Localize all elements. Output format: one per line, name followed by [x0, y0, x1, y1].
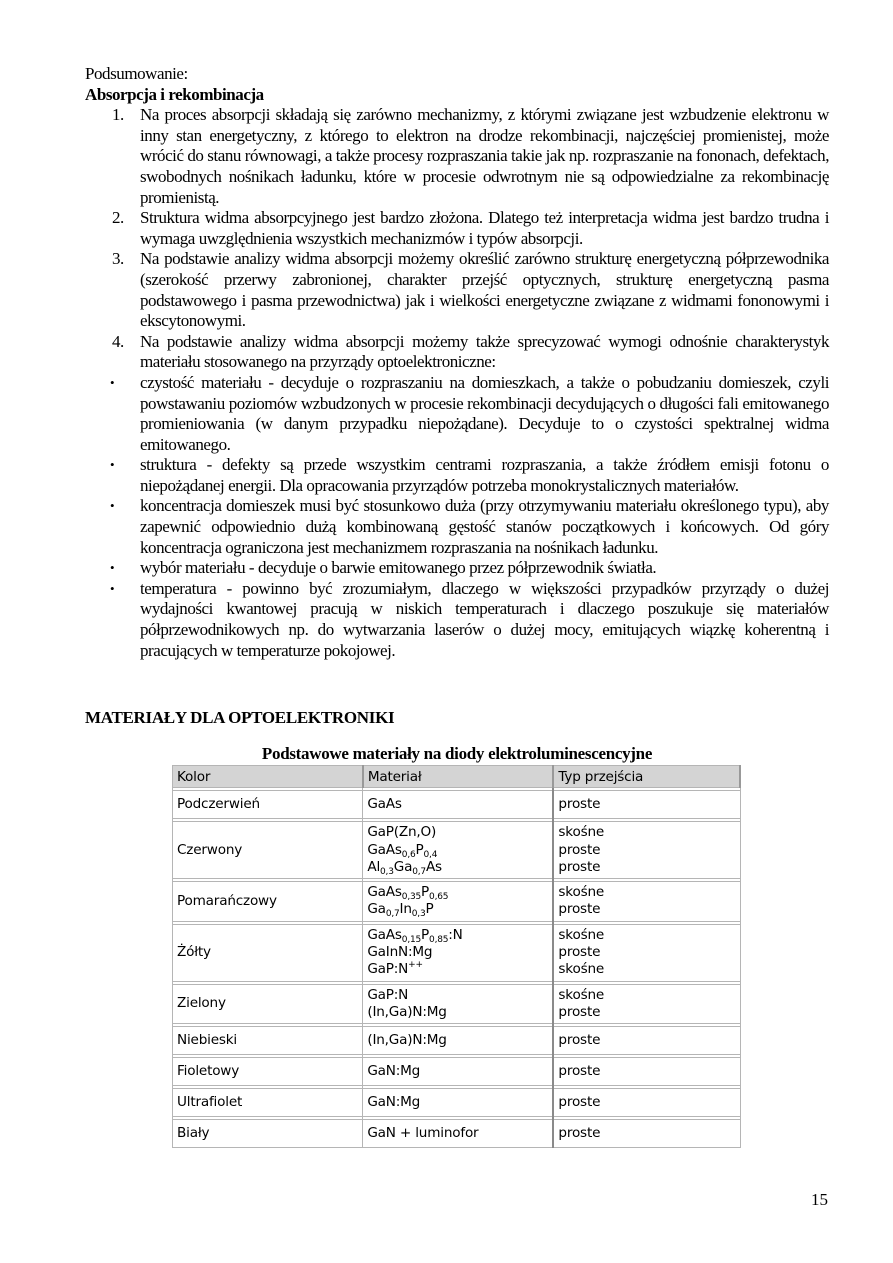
bullet-text: struktura - defekty są przede wszystkim centrami rozpraszania, a także źródłem emisji fotonu o niepożądanej energii. Dla opracowania przyrządów potrzeba monokrystalicznych materiałów. [140, 455, 829, 495]
transition-value: proste [558, 1003, 601, 1020]
transition-value: skośne [558, 824, 605, 841]
transition-value: proste [558, 944, 601, 961]
cell-transition-type [553, 1120, 740, 1148]
bullet-point [110, 558, 829, 579]
page-number: 15 [811, 1190, 828, 1209]
point-text: Struktura widma absorpcyjnego jest bardzo złożona. Dlatego też interpretacja widma jest bardzo trudna i wymaga uwzględnienia wszystkich mechanizmów i typów absorpcji. [140, 208, 829, 248]
material-formula: GaN:Mg [367, 1094, 421, 1111]
numbered-point [112, 208, 829, 249]
point-number: 3. [112, 249, 124, 269]
cell-color: Podczerwień [173, 791, 363, 819]
bullet-text: czystość materiału - decyduje o rozpraszaniu na domieszkach, a także o pobudzaniu domieszek, czyli powstawaniu poziomów wzbudzonych w procesie rekombinacji decydujących o długości fali emitowanego promieniowania (w danym przypadku niepożądane). Decyduje to o czystości spektralnej widma emitowanego. [140, 372, 829, 454]
transition-value: proste [558, 901, 601, 918]
cell-transition-type [553, 1027, 740, 1055]
transition-value: proste [558, 796, 601, 813]
cell-color: Niebieski [173, 1027, 363, 1055]
table-row [173, 791, 741, 819]
cell-transition-type [553, 984, 740, 1024]
material-formula: GaP:N++ [367, 960, 423, 978]
material-formula: $Ga_{0,7}In_{0,3}P$ [367, 901, 434, 920]
transition-value: proste [558, 1032, 601, 1049]
cell-material [363, 1089, 554, 1117]
cell-transition-type [553, 1058, 740, 1086]
transition-value: proste [558, 1094, 601, 1111]
table-row [173, 1120, 741, 1148]
cell-color: Czerwony [173, 822, 363, 879]
bullet-point [110, 372, 829, 455]
header-transition-type: Typ przejścia [553, 766, 740, 788]
cell-material [363, 822, 554, 879]
transition-value: proste [558, 858, 601, 875]
point-text: Na proces absorpcji składają się zarówno mechanizmy, z którymi związane jest wzbudzenie elektronu w inny stan energetyczny, z którego to elektron na drodze rekombinacji, najczęściej promienistej, może wrócić do stanu równowagi, a także procesy rozpraszania takie jak np. rozpraszanie na fononach, defektach, swobodnych nośnikach ładunku, które w procesie odwrotnym nie są odpowiedzialne za rekombinację promienistą. [140, 105, 829, 207]
bullet-text: koncentracja domieszek musi być stosunkowo duża (przy otrzymywaniu materiału określonego typu), aby zapewnić odpowiednio dużą kombinowaną gęstość stanów początkowych i końcowych. Od góry koncentracja ograniczona jest mechanizmem rozpraszania na nośnikach ładunku. [140, 496, 829, 557]
table-row [173, 882, 741, 922]
bullet-icon: • [110, 580, 115, 596]
point-text: Na podstawie analizy widma absorpcji możemy także sprecyzować wymogi odnośnie charakterystyk materiału stosowanego na przyrządy optoelektroniczne: [140, 331, 829, 372]
bullet-icon: • [110, 457, 115, 473]
table-body [173, 788, 741, 1148]
material-formula: GaP:N [367, 986, 409, 1003]
bullet-point [110, 578, 829, 661]
table-row [173, 924, 741, 981]
bullet-point [110, 496, 829, 558]
table-row [173, 822, 741, 879]
table-row [173, 984, 741, 1024]
cell-color: Fioletowy [173, 1058, 363, 1086]
document-body [85, 64, 829, 661]
material-formula: GaP(Zn,O) [367, 824, 437, 841]
table-title: Podstawowe materiały na diody elektroluminescencyjne [261, 744, 653, 763]
transition-value: skośne [558, 926, 605, 943]
section-title: Absorpcja i rekombinacja [85, 84, 264, 104]
transition-value: skośne [558, 884, 605, 901]
material-formula: $GaAs_{0,15}P_{0,85}:N$ [367, 926, 463, 945]
cell-material [363, 984, 554, 1024]
material-formula: $GaAs_{0,6}P_{0,4}$ [367, 841, 438, 860]
table-row [173, 1058, 741, 1086]
point-text: Na podstawie analizy widma absorpcji możemy określić zarówno strukturę energetyczną półprzewodnika (szerokość przerwy zabronionej, charakter przejść optycznych, strukturę energetyczną pasma podstawowego i pasma przewodnictwa) jak i wielkości energetyczne związane z widmami fononowymi i ekscytonowymi. [140, 249, 829, 331]
point-number: 2. [112, 208, 124, 228]
transition-value: proste [558, 1125, 601, 1142]
bullet-point [110, 455, 829, 496]
header-color: Kolor [173, 766, 363, 788]
material-formula: $Al_{0,3}Ga_{0,7}As$ [367, 858, 442, 877]
numbered-point [112, 331, 829, 373]
cell-color: Ultrafiolet [173, 1089, 363, 1117]
numbered-point [112, 249, 829, 331]
cell-color: Pomarańczowy [173, 882, 363, 922]
cell-color: Żółty [173, 924, 363, 981]
cell-color: Zielony [173, 984, 363, 1024]
transition-value: proste [558, 1063, 601, 1080]
cell-transition-type [553, 822, 740, 879]
material-formula: GaN:Mg [367, 1063, 421, 1080]
material-formula: GaInN:Mg [367, 944, 433, 961]
section-heading-materials: MATERIAŁY DLA OPTOELEKTRONIKI [85, 708, 395, 727]
transition-value: skośne [558, 986, 605, 1003]
cell-transition-type [553, 1089, 740, 1117]
material-formula: GaN + luminofor [367, 1125, 479, 1142]
cell-material [363, 791, 554, 819]
cell-color: Biały [173, 1120, 363, 1148]
cell-transition-type [553, 791, 740, 819]
cell-material [363, 1027, 554, 1055]
table-header-row [173, 766, 741, 788]
table-row [173, 1027, 741, 1055]
bullet-list [85, 373, 829, 661]
numbered-point [112, 105, 829, 208]
transition-value: skośne [558, 961, 605, 978]
numbered-list [85, 105, 829, 373]
point-number: 1. [112, 105, 124, 125]
cell-material [363, 1120, 554, 1148]
material-formula: (In,Ga)N:Mg [367, 1032, 447, 1049]
cell-material [363, 882, 554, 922]
bullet-text: wybór materiału - decyduje o barwie emitowanego przez półprzewodnik światła. [140, 558, 657, 578]
cell-transition-type [553, 924, 740, 981]
bullet-icon: • [110, 560, 115, 576]
cell-material [363, 924, 554, 981]
cell-transition-type [553, 882, 740, 922]
material-formula: (In,Ga)N:Mg [367, 1003, 447, 1020]
point-number: 4. [112, 331, 124, 351]
table-row [173, 1089, 741, 1117]
bullet-icon: • [110, 498, 115, 514]
material-formula: GaAs [367, 796, 402, 813]
header-material: Materiał [363, 766, 554, 788]
material-formula: $GaAs_{0,35}P_{0,65}$ [367, 884, 449, 903]
transition-value: proste [558, 841, 601, 858]
bullet-icon: • [110, 374, 115, 390]
bullet-text: temperatura - powinno być zrozumiałym, dlaczego w większości przypadków przyrządy o dużej wydajności kwantowej pracują w niskich temperaturach i dlaczego poszukuje się materiałów półprzewodnikowych np. do wytwarzania laserów o dużej mocy, emitujących wiązkę koherentną i pracujących w temperaturze pokojowej. [140, 578, 829, 660]
materials-table [172, 765, 741, 1148]
cell-material [363, 1058, 554, 1086]
intro-label: Podsumowanie: [85, 64, 188, 83]
